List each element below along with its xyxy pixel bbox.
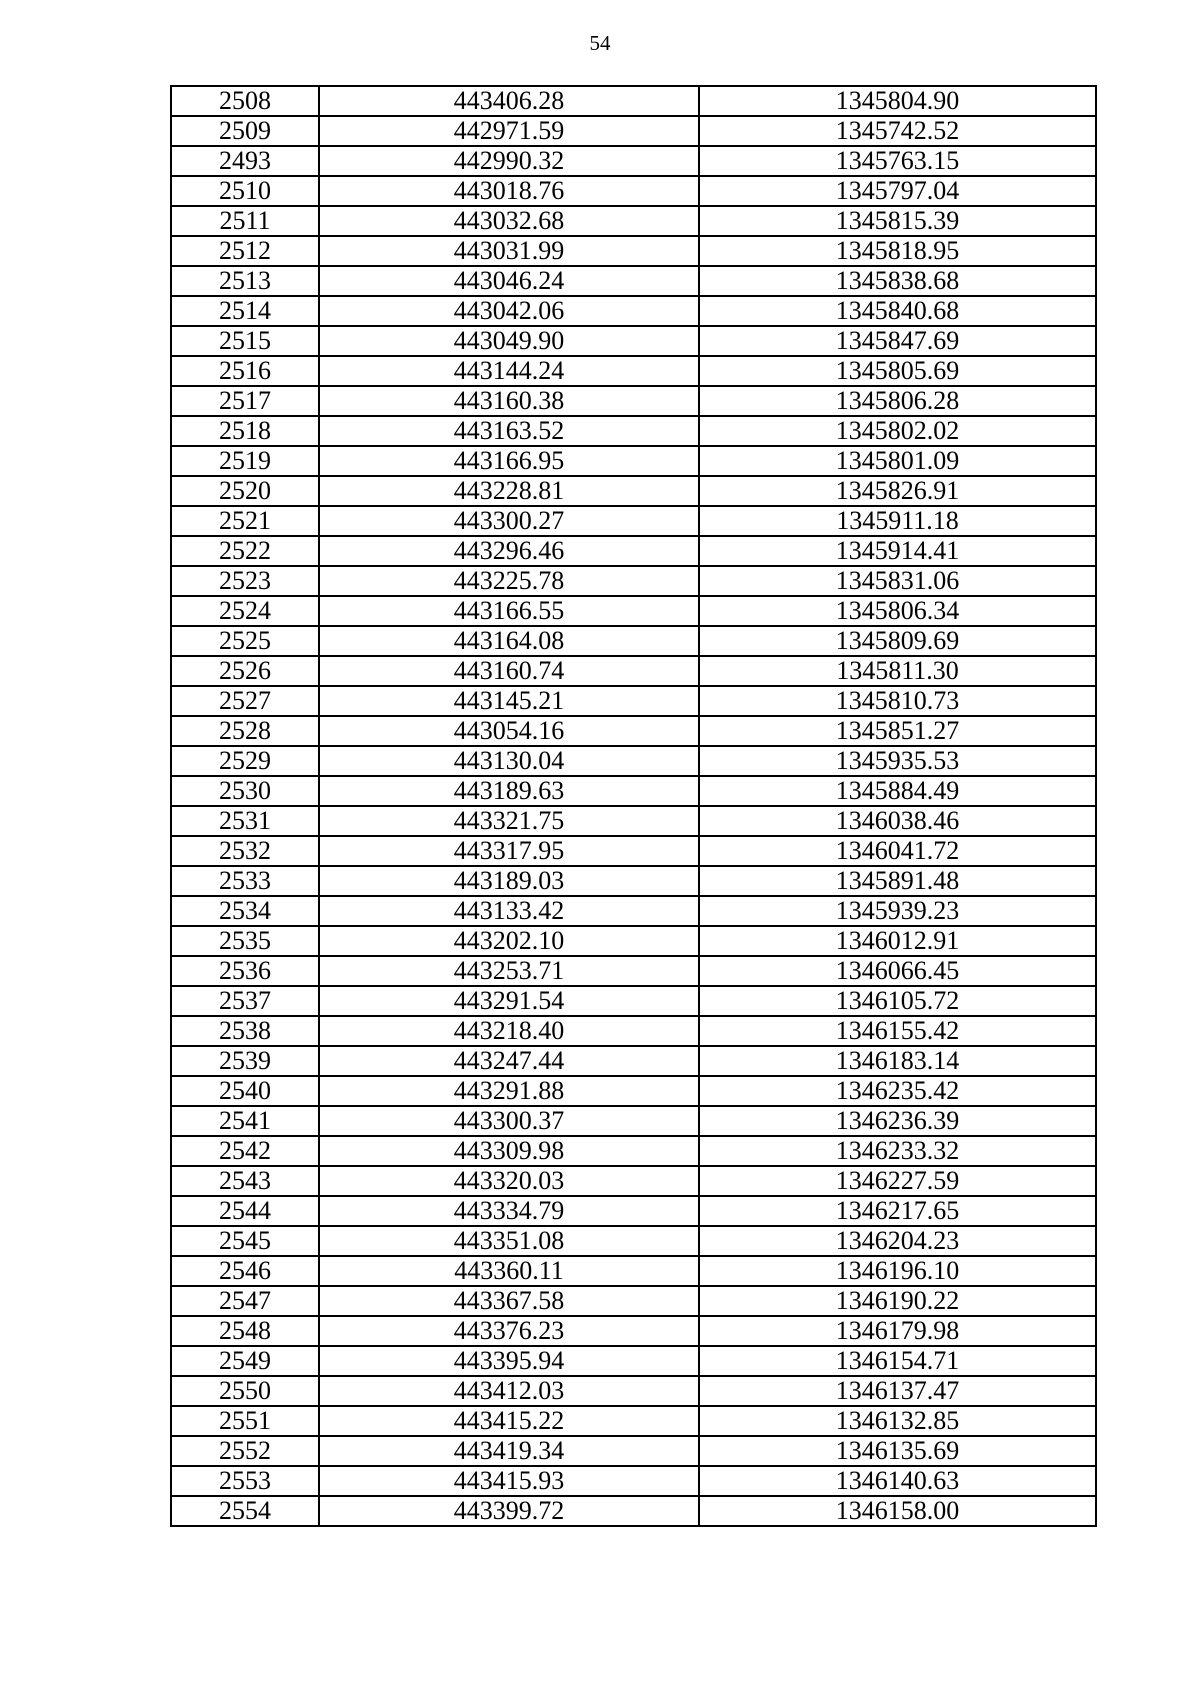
point-number-cell: 2536: [171, 956, 319, 986]
point-number-cell: 2537: [171, 986, 319, 1016]
point-number-cell: 2493: [171, 146, 319, 176]
table-row: [171, 416, 1096, 446]
coordinates-table-body: [171, 86, 1096, 1526]
x-coordinate-cell: 443018.76: [319, 176, 699, 206]
x-coordinate-cell: 443399.72: [319, 1496, 699, 1526]
x-coordinate-cell: 443376.23: [319, 1316, 699, 1346]
y-coordinate-cell: 1346154.71: [699, 1346, 1096, 1376]
x-coordinate-cell: 443300.27: [319, 506, 699, 536]
y-coordinate-cell: 1345805.69: [699, 356, 1096, 386]
table-row: [171, 266, 1096, 296]
x-coordinate-cell: 443291.88: [319, 1076, 699, 1106]
table-row: [171, 1076, 1096, 1106]
y-coordinate-cell: 1346105.72: [699, 986, 1096, 1016]
x-coordinate-cell: 443320.03: [319, 1166, 699, 1196]
x-coordinate-cell: 443046.24: [319, 266, 699, 296]
point-number-cell: 2549: [171, 1346, 319, 1376]
point-number-cell: 2519: [171, 446, 319, 476]
y-coordinate-cell: 1345797.04: [699, 176, 1096, 206]
table-row: [171, 1166, 1096, 1196]
y-coordinate-cell: 1346179.98: [699, 1316, 1096, 1346]
table-row: [171, 326, 1096, 356]
y-coordinate-cell: 1346041.72: [699, 836, 1096, 866]
y-coordinate-cell: 1345826.91: [699, 476, 1096, 506]
table-row: [171, 446, 1096, 476]
table-row: [171, 1196, 1096, 1226]
x-coordinate-cell: 443163.52: [319, 416, 699, 446]
y-coordinate-cell: 1346190.22: [699, 1286, 1096, 1316]
y-coordinate-cell: 1346140.63: [699, 1466, 1096, 1496]
x-coordinate-cell: 443130.04: [319, 746, 699, 776]
y-coordinate-cell: 1345838.68: [699, 266, 1096, 296]
point-number-cell: 2554: [171, 1496, 319, 1526]
table-row: [171, 566, 1096, 596]
y-coordinate-cell: 1345806.34: [699, 596, 1096, 626]
point-number-cell: 2528: [171, 716, 319, 746]
point-number-cell: 2529: [171, 746, 319, 776]
y-coordinate-cell: 1346227.59: [699, 1166, 1096, 1196]
y-coordinate-cell: 1345804.90: [699, 86, 1096, 116]
point-number-cell: 2538: [171, 1016, 319, 1046]
table-row: [171, 1256, 1096, 1286]
table-row: [171, 176, 1096, 206]
table-row: [171, 386, 1096, 416]
y-coordinate-cell: 1346155.42: [699, 1016, 1096, 1046]
point-number-cell: 2550: [171, 1376, 319, 1406]
x-coordinate-cell: 442990.32: [319, 146, 699, 176]
point-number-cell: 2509: [171, 116, 319, 146]
table-row: [171, 1286, 1096, 1316]
x-coordinate-cell: 443247.44: [319, 1046, 699, 1076]
x-coordinate-cell: 443351.08: [319, 1226, 699, 1256]
x-coordinate-cell: 443166.95: [319, 446, 699, 476]
table-row: [171, 626, 1096, 656]
table-row: [171, 236, 1096, 266]
y-coordinate-cell: 1345851.27: [699, 716, 1096, 746]
table-row: [171, 746, 1096, 776]
point-number-cell: 2511: [171, 206, 319, 236]
y-coordinate-cell: 1345884.49: [699, 776, 1096, 806]
y-coordinate-cell: 1346204.23: [699, 1226, 1096, 1256]
point-number-cell: 2515: [171, 326, 319, 356]
point-number-cell: 2533: [171, 866, 319, 896]
point-number-cell: 2535: [171, 926, 319, 956]
x-coordinate-cell: 443160.38: [319, 386, 699, 416]
table-row: [171, 896, 1096, 926]
x-coordinate-cell: 443166.55: [319, 596, 699, 626]
y-coordinate-cell: 1345810.73: [699, 686, 1096, 716]
table-row: [171, 1496, 1096, 1526]
point-number-cell: 2543: [171, 1166, 319, 1196]
x-coordinate-cell: 443218.40: [319, 1016, 699, 1046]
table-row: [171, 866, 1096, 896]
x-coordinate-cell: 443189.63: [319, 776, 699, 806]
y-coordinate-cell: 1346066.45: [699, 956, 1096, 986]
point-number-cell: 2522: [171, 536, 319, 566]
table-row: [171, 986, 1096, 1016]
table-row: [171, 506, 1096, 536]
point-number-cell: 2539: [171, 1046, 319, 1076]
table-row: [171, 686, 1096, 716]
y-coordinate-cell: 1346137.47: [699, 1376, 1096, 1406]
point-number-cell: 2531: [171, 806, 319, 836]
point-number-cell: 2513: [171, 266, 319, 296]
table-row: [171, 1376, 1096, 1406]
x-coordinate-cell: 443415.22: [319, 1406, 699, 1436]
point-number-cell: 2527: [171, 686, 319, 716]
point-number-cell: 2517: [171, 386, 319, 416]
point-number-cell: 2534: [171, 896, 319, 926]
x-coordinate-cell: 443360.11: [319, 1256, 699, 1286]
point-number-cell: 2546: [171, 1256, 319, 1286]
point-number-cell: 2548: [171, 1316, 319, 1346]
x-coordinate-cell: 443133.42: [319, 896, 699, 926]
y-coordinate-cell: 1345847.69: [699, 326, 1096, 356]
table-row: [171, 1016, 1096, 1046]
point-number-cell: 2520: [171, 476, 319, 506]
x-coordinate-cell: 443049.90: [319, 326, 699, 356]
point-number-cell: 2521: [171, 506, 319, 536]
table-row: [171, 1316, 1096, 1346]
table-row: [171, 116, 1096, 146]
point-number-cell: 2526: [171, 656, 319, 686]
y-coordinate-cell: 1346132.85: [699, 1406, 1096, 1436]
x-coordinate-cell: 443228.81: [319, 476, 699, 506]
point-number-cell: 2552: [171, 1436, 319, 1466]
point-number-cell: 2544: [171, 1196, 319, 1226]
y-coordinate-cell: 1345818.95: [699, 236, 1096, 266]
x-coordinate-cell: 443160.74: [319, 656, 699, 686]
y-coordinate-cell: 1346012.91: [699, 926, 1096, 956]
x-coordinate-cell: 443415.93: [319, 1466, 699, 1496]
x-coordinate-cell: 443406.28: [319, 86, 699, 116]
table-row: [171, 1406, 1096, 1436]
point-number-cell: 2510: [171, 176, 319, 206]
y-coordinate-cell: 1345831.06: [699, 566, 1096, 596]
y-coordinate-cell: 1345911.18: [699, 506, 1096, 536]
point-number-cell: 2553: [171, 1466, 319, 1496]
y-coordinate-cell: 1345935.53: [699, 746, 1096, 776]
table-row: [171, 716, 1096, 746]
table-row: [171, 596, 1096, 626]
table-row: [171, 206, 1096, 236]
point-number-cell: 2551: [171, 1406, 319, 1436]
y-coordinate-cell: 1346235.42: [699, 1076, 1096, 1106]
y-coordinate-cell: 1345806.28: [699, 386, 1096, 416]
point-number-cell: 2523: [171, 566, 319, 596]
table-row: [171, 836, 1096, 866]
x-coordinate-cell: 443412.03: [319, 1376, 699, 1406]
y-coordinate-cell: 1346183.14: [699, 1046, 1096, 1076]
point-number-cell: 2532: [171, 836, 319, 866]
x-coordinate-cell: 443189.03: [319, 866, 699, 896]
x-coordinate-cell: 443395.94: [319, 1346, 699, 1376]
y-coordinate-cell: 1346038.46: [699, 806, 1096, 836]
table-row: [171, 1226, 1096, 1256]
table-row: [171, 86, 1096, 116]
table-row: [171, 1466, 1096, 1496]
y-coordinate-cell: 1346158.00: [699, 1496, 1096, 1526]
table-row: [171, 476, 1096, 506]
y-coordinate-cell: 1346236.39: [699, 1106, 1096, 1136]
point-number-cell: 2512: [171, 236, 319, 266]
table-row: [171, 1436, 1096, 1466]
x-coordinate-cell: 443300.37: [319, 1106, 699, 1136]
table-row: [171, 146, 1096, 176]
x-coordinate-cell: 443253.71: [319, 956, 699, 986]
y-coordinate-cell: 1346233.32: [699, 1136, 1096, 1166]
y-coordinate-cell: 1345809.69: [699, 626, 1096, 656]
table-row: [171, 956, 1096, 986]
x-coordinate-cell: 442971.59: [319, 116, 699, 146]
x-coordinate-cell: 443309.98: [319, 1136, 699, 1166]
table-row: [171, 926, 1096, 956]
y-coordinate-cell: 1345840.68: [699, 296, 1096, 326]
table-row: [171, 356, 1096, 386]
x-coordinate-cell: 443334.79: [319, 1196, 699, 1226]
point-number-cell: 2516: [171, 356, 319, 386]
y-coordinate-cell: 1345914.41: [699, 536, 1096, 566]
x-coordinate-cell: 443367.58: [319, 1286, 699, 1316]
x-coordinate-cell: 443317.95: [319, 836, 699, 866]
point-number-cell: 2508: [171, 86, 319, 116]
table-row: [171, 656, 1096, 686]
y-coordinate-cell: 1345815.39: [699, 206, 1096, 236]
point-number-cell: 2545: [171, 1226, 319, 1256]
coordinates-table: [170, 85, 1097, 1527]
point-number-cell: 2540: [171, 1076, 319, 1106]
table-row: [171, 1106, 1096, 1136]
y-coordinate-cell: 1345801.09: [699, 446, 1096, 476]
point-number-cell: 2514: [171, 296, 319, 326]
table-row: [171, 1346, 1096, 1376]
x-coordinate-cell: 443144.24: [319, 356, 699, 386]
x-coordinate-cell: 443202.10: [319, 926, 699, 956]
y-coordinate-cell: 1345763.15: [699, 146, 1096, 176]
x-coordinate-cell: 443031.99: [319, 236, 699, 266]
x-coordinate-cell: 443291.54: [319, 986, 699, 1016]
table-row: [171, 1136, 1096, 1166]
point-number-cell: 2547: [171, 1286, 319, 1316]
point-number-cell: 2518: [171, 416, 319, 446]
x-coordinate-cell: 443145.21: [319, 686, 699, 716]
y-coordinate-cell: 1346217.65: [699, 1196, 1096, 1226]
y-coordinate-cell: 1345802.02: [699, 416, 1096, 446]
x-coordinate-cell: 443321.75: [319, 806, 699, 836]
y-coordinate-cell: 1345939.23: [699, 896, 1096, 926]
y-coordinate-cell: 1345891.48: [699, 866, 1096, 896]
table-row: [171, 776, 1096, 806]
x-coordinate-cell: 443042.06: [319, 296, 699, 326]
point-number-cell: 2524: [171, 596, 319, 626]
y-coordinate-cell: 1345742.52: [699, 116, 1096, 146]
table-row: [171, 806, 1096, 836]
point-number-cell: 2530: [171, 776, 319, 806]
page-number: 54: [589, 31, 611, 55]
x-coordinate-cell: 443419.34: [319, 1436, 699, 1466]
point-number-cell: 2525: [171, 626, 319, 656]
x-coordinate-cell: 443032.68: [319, 206, 699, 236]
x-coordinate-cell: 443054.16: [319, 716, 699, 746]
table-row: [171, 1046, 1096, 1076]
y-coordinate-cell: 1346196.10: [699, 1256, 1096, 1286]
point-number-cell: 2541: [171, 1106, 319, 1136]
table-row: [171, 536, 1096, 566]
x-coordinate-cell: 443164.08: [319, 626, 699, 656]
table-row: [171, 296, 1096, 326]
y-coordinate-cell: 1345811.30: [699, 656, 1096, 686]
point-number-cell: 2542: [171, 1136, 319, 1166]
x-coordinate-cell: 443225.78: [319, 566, 699, 596]
y-coordinate-cell: 1346135.69: [699, 1436, 1096, 1466]
x-coordinate-cell: 443296.46: [319, 536, 699, 566]
